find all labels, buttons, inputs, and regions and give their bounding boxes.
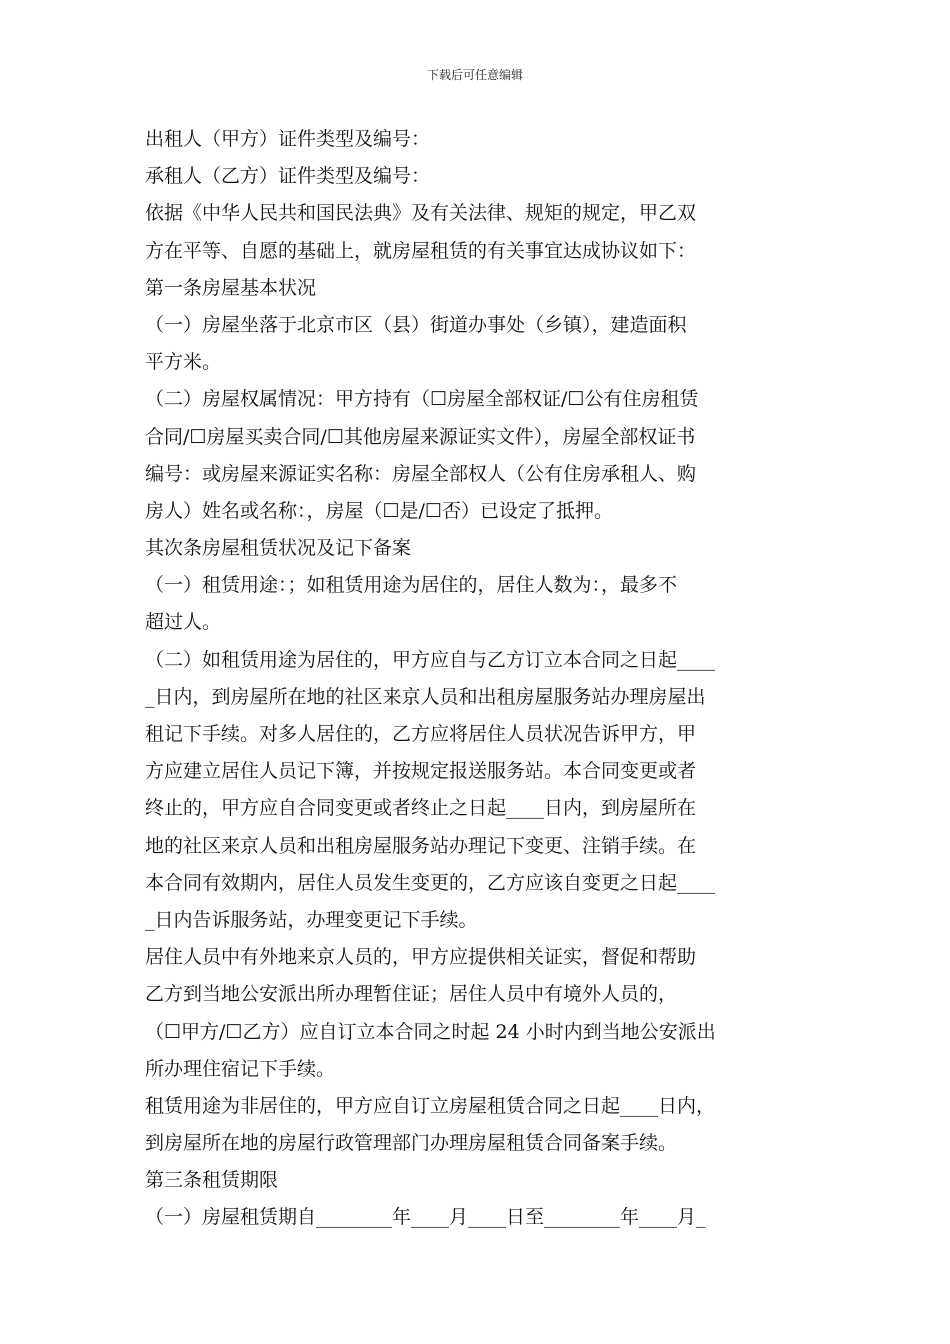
text-line: （二）如租赁用途为居住的，甲方应自与乙方订立本合同之日起____	[145, 648, 716, 671]
page-header: 下载后可任意编辑	[426, 68, 523, 82]
text-line: _日内，到房屋所在地的社区来京人员和出租房屋服务站办理房屋出	[145, 685, 706, 708]
text-line: （一）租赁用途：；如租赁用途为居住的，居住人数为：，最多不	[145, 574, 678, 597]
text-line: 地的社区来京人员和出租房屋服务站办理记下变更、注销手续。在	[145, 834, 697, 857]
text-line: 居住人员中有外地来京人员的，甲方应提供相关证实，督促和帮助	[145, 946, 697, 969]
text-line: （二）房屋权属情况：甲方持有（☐房屋全部权证/☐公有住房租赁	[145, 388, 699, 411]
text-line: 出租人（甲方）证件类型及编号：	[145, 128, 431, 150]
text-line: 乙方到当地公安派出所办理暂住证；居住人员中有境外人员的，	[145, 983, 678, 1006]
text-line: 超过人。	[145, 611, 222, 634]
text-line: （一）房屋租赁期自________年____月____日至________年____月_	[145, 1206, 706, 1229]
section-heading: 第一条房屋基本状况	[145, 276, 317, 299]
text-line: 承租人（乙方）证件类型及编号：	[145, 165, 431, 188]
text-line: 依据《中华人民共和国民法典》及有关法律、规矩的规定，甲乙双	[145, 202, 697, 225]
text-line: 终止的，甲方应自合同变更或者终止之日起____日内，到房屋所在	[145, 797, 697, 820]
section-heading: 第三条租赁期限	[145, 1169, 279, 1192]
text-line: 平方米。	[145, 351, 222, 374]
text-line: _日内告诉服务站，办理变更记下手续。	[145, 908, 478, 931]
text-line: 编号：或房屋来源证实名称：房屋全部权人（公有住房承租人、购	[145, 462, 697, 485]
text-line: 到房屋所在地的房屋行政管理部门办理房屋租赁合同备案手续。	[145, 1132, 678, 1155]
text-line: （☐甲方/☐乙方）应自订立本合同之时起 24 小时内到当地公安派出	[145, 1020, 716, 1043]
text-line: 房人）姓名或名称：，房屋（☐是/☐否）已设定了抵押。	[145, 499, 613, 522]
text-line: 合同/☐房屋买卖合同/☐其他房屋来源证实文件），房屋全部权证书	[145, 425, 696, 448]
text-line: 方应建立居住人员记下簿，并按规定报送服务站。本合同变更或者	[145, 760, 697, 783]
text-line: （一）房屋坐落于北京市区（县）街道办事处（乡镇），建造面积	[145, 313, 687, 336]
contract-body	[145, 121, 817, 1237]
text-line: 所办理住宿记下手续。	[145, 1057, 336, 1080]
text-line: 租记下手续。对多人居住的，乙方应将居住人员状况告诉甲方，甲	[145, 723, 697, 745]
text-line: 本合同有效期内，居住人员发生变更的，乙方应该自变更之日起____	[145, 871, 716, 894]
text-line: 方在平等、自愿的基础上，就房屋租赁的有关事宜达成协议如下：	[145, 239, 697, 262]
text-line: 租赁用途为非居住的，甲方应自订立房屋租赁合同之日起____日内，	[145, 1094, 716, 1117]
section-heading: 其次条房屋租赁状况及记下备案	[145, 537, 412, 560]
